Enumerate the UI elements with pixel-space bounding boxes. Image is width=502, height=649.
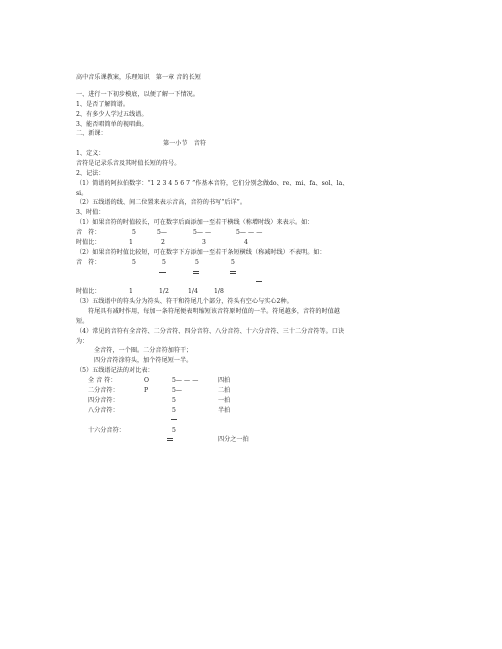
extend-value: 1 [129, 239, 133, 246]
shorten-values-label: 时值比： [76, 288, 101, 295]
definition-heading: 1、定义： [76, 150, 105, 157]
reduction-line-mark [230, 271, 236, 272]
jianpu-numbers-line: （1）简谱的阿拉伯数字：“1 2 3 4 5 6 7 ”作基本音符，它们分别念做do、re、mi、fa、sol、la、 [76, 180, 349, 187]
comparison-note-name: 十六分音符： [88, 427, 125, 434]
comparison-note-name: 二分音符： [88, 387, 119, 394]
common-notes-text: （4）常见的音符有全音符、二分音符、四分音符、八分音符、十六分音符、三十二分音符等。口诀 [76, 328, 345, 335]
reduction-line-mark [256, 281, 262, 282]
shorten-notes-label: 音 符： [76, 259, 101, 266]
staff-position-text: （2）五线谱的线、间二位置来表示音高，音符的书写“后详”。 [76, 199, 246, 206]
definition-text: 音符是记录乐音及其时值长短的符号。 [76, 160, 181, 167]
extend-value: 3 [202, 239, 206, 246]
reduction-line-mark [230, 273, 236, 274]
comparison-beats: 一拍 [218, 397, 231, 404]
extend-note: 5— [157, 229, 168, 236]
common-notes-text-cont: 为： [76, 338, 89, 345]
comparison-beats: 半拍 [218, 407, 231, 414]
comparison-note-name: 全 音 符： [88, 377, 117, 384]
duration-heading: 3、时值： [76, 209, 105, 216]
tail-rule-text-cont: 短。 [76, 318, 89, 325]
notation-heading: 2、记法： [76, 170, 105, 177]
extend-note: 5— — [193, 229, 212, 236]
shorten-value: 1/4 [188, 288, 198, 295]
extend-value: 2 [161, 239, 165, 246]
shorten-value: 1/2 [159, 288, 169, 295]
jianpu-numbers-line-cont: si。 [76, 190, 88, 197]
comparison-jianpu: 5— [172, 387, 183, 394]
document-title: 高中音乐课教案，乐理知识 第一章 音的长短 [76, 74, 201, 81]
comparison-note-name: 八分音符： [88, 407, 119, 414]
extend-note: 5 [132, 229, 136, 236]
comparison-beats: 二拍 [218, 387, 231, 394]
reduction-line-mark [193, 273, 199, 274]
staff-parts-text: （3）五线谱中的符头分为符头、符干和符尾几个部分，符头有空心与实心2种。 [76, 298, 293, 305]
comparison-heading: （5）五线谱记法的对比表： [76, 367, 154, 374]
comparison-jianpu: 5 [172, 427, 176, 434]
extend-rule-text: （1）如果音符的时值较长，可在数字后面添加一至若干横线（称增时线）来表示。如： [76, 219, 314, 226]
extend-notes-label: 音 符： [76, 229, 101, 236]
shorten-note: 5 [231, 259, 235, 266]
tail-rule-text: 符尾具有减时作用，每加一条符尾便表明缩短该音符原时值的一半。符尾越多，音符的时值越 [88, 308, 340, 315]
comparison-jianpu: 5 [172, 397, 176, 404]
shorten-note: 5 [132, 259, 136, 266]
comparison-jianpu: 5— — — [172, 377, 199, 384]
mnemonic-line: 四分音符涂符头，加个符尾短一半。 [94, 357, 193, 364]
comparison-note-name: 四分音符： [88, 397, 119, 404]
comparison-staff-symbol: P [144, 387, 149, 394]
comparison-staff-symbol: O [144, 377, 150, 384]
survey-item-3: 3、能否唱简单的视唱曲。 [76, 121, 148, 128]
comparison-beats: 四分之一拍 [218, 436, 249, 443]
shorten-value: 1/8 [214, 288, 224, 295]
survey-item-2: 2、有多少人学过五线谱。 [76, 111, 148, 118]
extend-note: 5— — — [236, 229, 263, 236]
extend-value: 4 [244, 239, 248, 246]
section-one-heading: 一、进行一下初步模底，以便了解一下情况。 [76, 91, 199, 98]
section-two-heading: 二、新课： [76, 130, 107, 137]
extend-values-label: 时值比： [76, 239, 101, 246]
shorten-note: 5 [162, 259, 166, 266]
shorten-value: 1 [129, 288, 133, 295]
comparison-beats: 四拍 [218, 377, 231, 384]
reduction-line-mark [171, 419, 177, 420]
survey-item-1: 1、是否了解简谱。 [76, 101, 130, 108]
shorten-rule-text: （2）如果音符时值比较短，可在数字下方添加一至若干条短横线（称减时线）不表明。如： [76, 249, 326, 256]
reduction-line-mark [193, 271, 199, 272]
subsection-title: 第一小节 音符 [163, 140, 207, 147]
shorten-note: 5 [195, 259, 199, 266]
reduction-line-mark [159, 272, 166, 273]
comparison-jianpu: 5 [172, 407, 176, 414]
reduction-line-mark [167, 438, 173, 439]
mnemonic-line: 全音符，一个圈。二分音符加符干； [94, 347, 193, 354]
reduction-line-mark [167, 440, 173, 441]
